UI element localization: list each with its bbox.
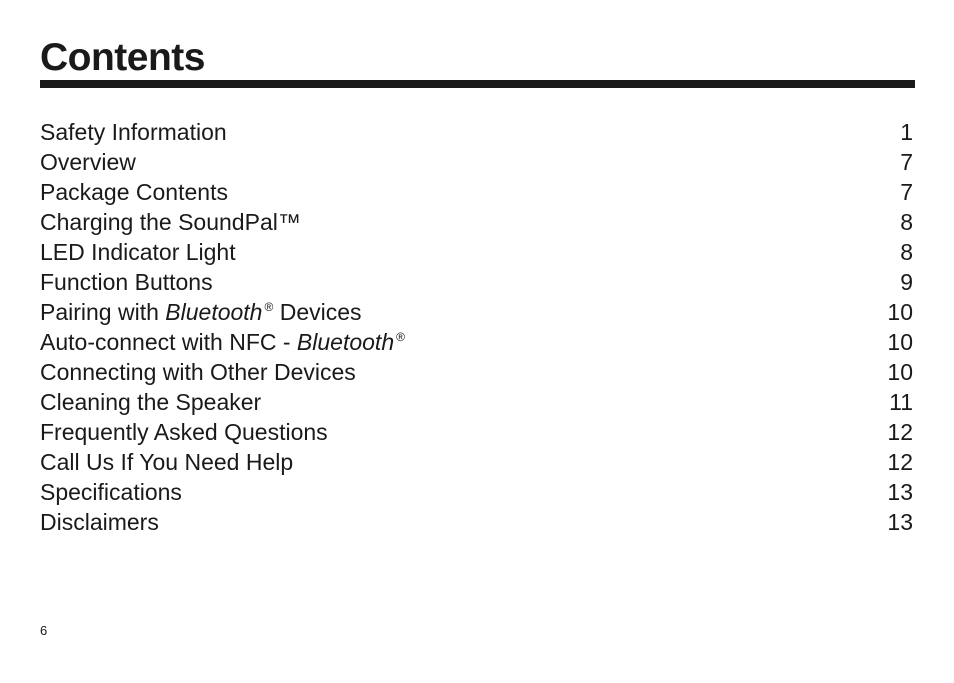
toc-entry[interactable] (40, 357, 913, 387)
toc-entry-title-part: Connecting with Other Devices (40, 359, 356, 385)
toc-entry-page: 12 (887, 419, 913, 445)
toc-entry-title (40, 237, 236, 267)
toc-entry-page: 11 (889, 389, 913, 415)
toc-entry[interactable] (40, 387, 913, 417)
toc-entry-title (40, 177, 228, 207)
toc-entry-title (40, 447, 293, 477)
toc-entry-title-part: Safety Information (40, 119, 227, 145)
toc-entry[interactable] (40, 417, 913, 447)
toc-entry-title-part: Auto-connect with NFC - (40, 329, 297, 355)
toc-entry-title-part: Call Us If You Need Help (40, 449, 294, 475)
toc-entry-page: 7 (900, 179, 913, 205)
toc-entry-page: 10 (887, 329, 913, 355)
toc-entry[interactable] (40, 447, 913, 477)
toc-entry-title-part: Bluetooth (296, 329, 395, 355)
toc-entry-title-part: Overview (40, 149, 136, 175)
toc-entry-title (40, 387, 261, 417)
toc-entry-title-part: Disclaimers (40, 509, 159, 535)
toc-entry-title-part: Frequently Asked Questions (40, 419, 328, 445)
toc-entry-title-part: ® (264, 300, 274, 314)
toc-entry-page: 7 (900, 149, 913, 175)
toc-entry-title-part: Package Contents (40, 179, 228, 205)
toc-entry[interactable] (40, 207, 913, 237)
toc-entry-title-part: ® (396, 330, 405, 344)
toc-entry-title-part: Charging the SoundPal™ (40, 209, 301, 235)
toc-entry-title (40, 267, 213, 297)
toc-entry-title-part: Specifications (40, 479, 182, 505)
toc-entry[interactable] (40, 297, 913, 327)
toc-entry-title-part: Bluetooth (165, 299, 263, 325)
toc-entry[interactable] (40, 177, 913, 207)
toc-entry[interactable] (40, 117, 913, 147)
title-rule (40, 80, 915, 88)
toc-entry-title (40, 477, 182, 507)
toc-entry-title-part: Devices (273, 299, 362, 325)
toc-entry-page: 13 (887, 479, 913, 505)
toc-entry-title (40, 297, 362, 327)
toc-entry[interactable] (40, 477, 913, 507)
toc-entry-title (40, 327, 405, 357)
page-title: Contents (40, 36, 205, 79)
toc-entry-page: 8 (900, 239, 913, 265)
toc-entry-title-part: Cleaning the Speaker (40, 389, 262, 415)
toc-entry-title (40, 117, 227, 147)
page-number: 6 (40, 623, 48, 638)
toc-entry-title (40, 357, 356, 387)
toc-entry-title-part: LED Indicator Light (40, 239, 236, 265)
toc-entry-title (40, 147, 136, 177)
toc-entry[interactable] (40, 237, 913, 267)
toc-entry-page: 9 (900, 269, 913, 295)
toc-entry-page: 13 (887, 509, 913, 535)
toc-entry-title (40, 417, 328, 447)
toc-entry[interactable] (40, 327, 913, 357)
table-of-contents (40, 117, 913, 537)
toc-entry[interactable] (40, 147, 913, 177)
toc-entry-page: 8 (900, 209, 913, 235)
toc-entry-title (40, 207, 301, 237)
toc-entry[interactable] (40, 267, 913, 297)
toc-entry-page: 10 (887, 359, 913, 385)
toc-entry-title (40, 507, 159, 537)
toc-entry-page: 12 (887, 449, 913, 475)
toc-entry-page: 1 (900, 119, 913, 145)
toc-entry-title-part: Pairing with (40, 299, 166, 325)
toc-entry-page: 10 (887, 299, 913, 325)
toc-entry[interactable] (40, 507, 913, 537)
toc-entry-title-part: Function Buttons (40, 269, 213, 295)
